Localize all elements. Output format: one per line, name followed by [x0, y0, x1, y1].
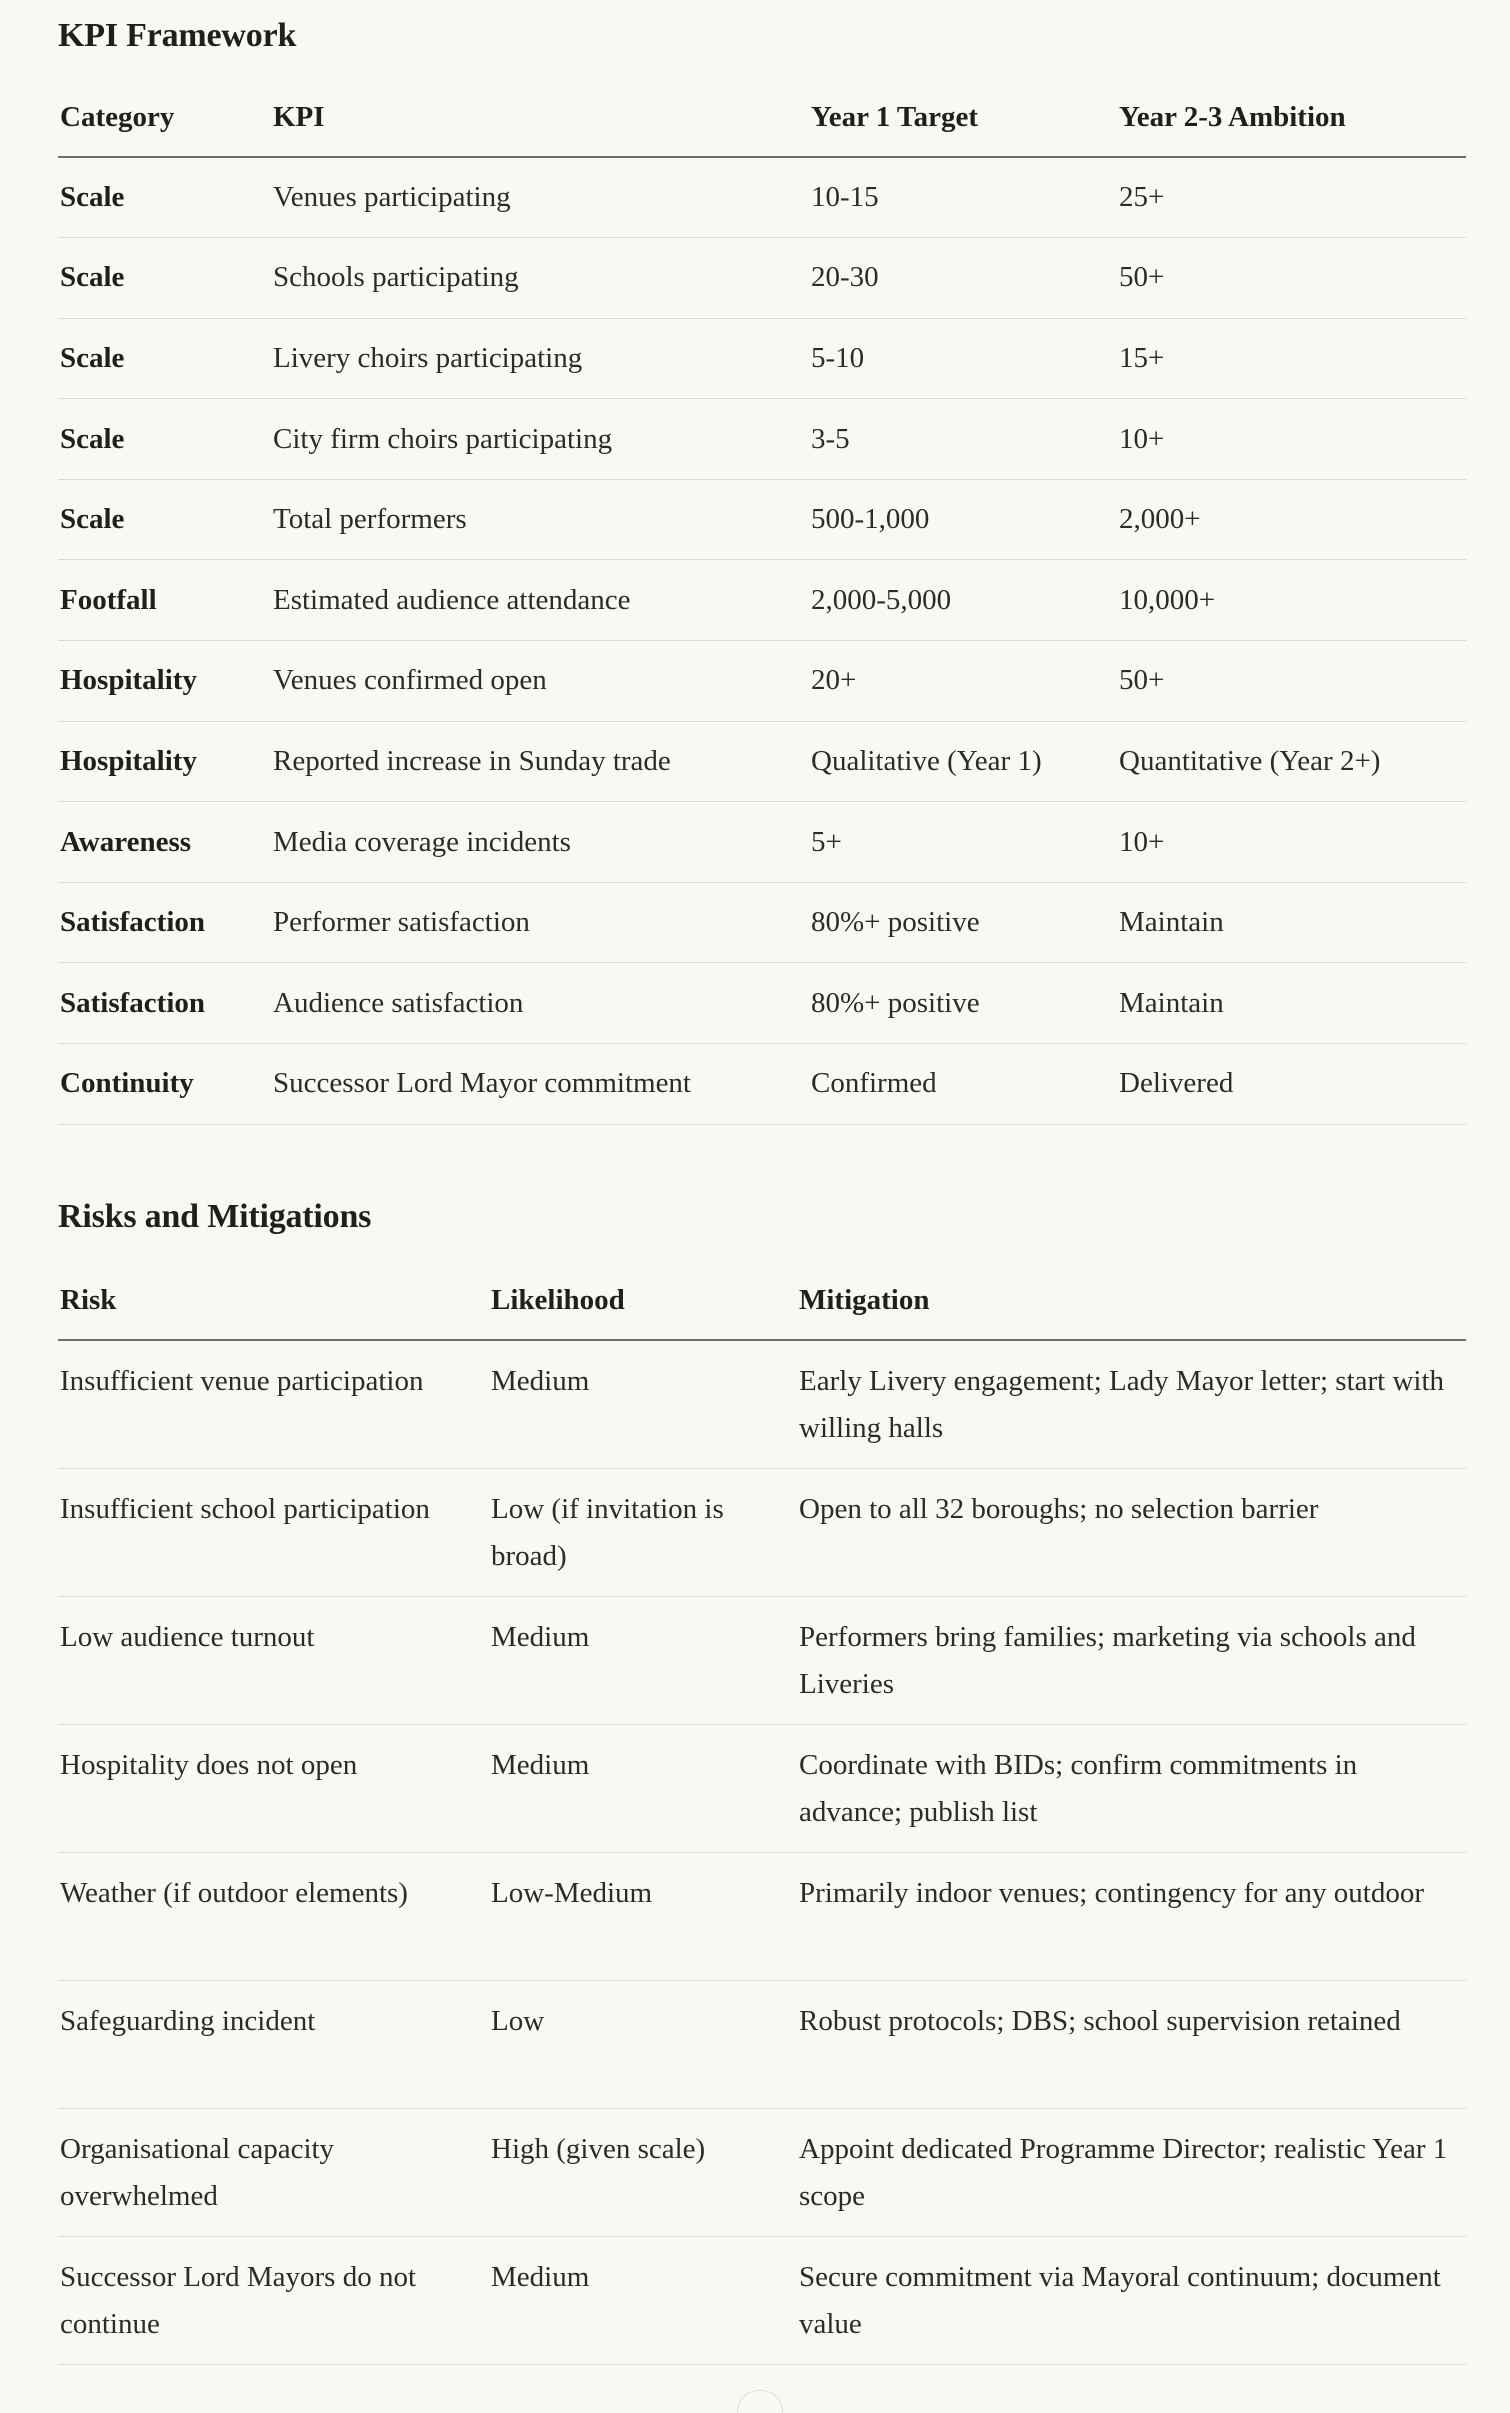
likelihood-cell: High (given scale): [491, 2132, 706, 2165]
table-row: [58, 560, 1466, 641]
kpi-year23-cell: 50+: [1119, 664, 1165, 697]
risk-cell: Insufficient school participation: [60, 1492, 430, 1525]
kpi-year1-cell: 10-15: [811, 181, 879, 214]
risk-header-mitigation: Mitigation: [797, 1262, 1466, 1340]
risks-mitigations-heading: Risks and Mitigations: [58, 1198, 372, 1235]
kpi-category-cell: Scale: [60, 422, 125, 455]
table-row: [58, 157, 1466, 238]
kpi-name-cell: City firm choirs participating: [273, 422, 613, 455]
kpi-year1-cell: 5+: [811, 825, 842, 858]
kpi-name-cell: Venues participating: [273, 181, 511, 214]
mitigation-cell: Appoint dedicated Programme Director; realistic Year 1 scope: [799, 2132, 1448, 2212]
kpi-year1-cell: 80%+ positive: [811, 986, 980, 1019]
table-row: [58, 318, 1466, 399]
kpi-name-cell: Audience satisfaction: [273, 986, 524, 1019]
kpi-category-cell: Satisfaction: [60, 986, 205, 1019]
table-row: [58, 1724, 1466, 1852]
table-row: [58, 1852, 1466, 1980]
kpi-year23-cell: Quantitative (Year 2+): [1119, 744, 1381, 777]
likelihood-cell: Low-Medium: [491, 1876, 653, 1909]
kpi-framework-heading: KPI Framework: [58, 17, 297, 54]
risk-cell: Low audience turnout: [60, 1620, 315, 1653]
kpi-year1-cell: 2,000-5,000: [811, 583, 952, 616]
table-row: [58, 238, 1466, 319]
likelihood-cell: Medium: [491, 1748, 590, 1781]
table-row: [58, 479, 1466, 560]
kpi-year23-cell: Delivered: [1119, 1067, 1234, 1100]
risk-header-row: [58, 1262, 1466, 1340]
kpi-category-cell: Scale: [60, 261, 125, 294]
kpi-name-cell: Reported increase in Sunday trade: [273, 744, 671, 777]
kpi-name-cell: Livery choirs participating: [273, 341, 583, 374]
kpi-name-cell: Venues confirmed open: [273, 664, 547, 697]
table-row: [58, 1044, 1466, 1125]
kpi-name-cell: Media coverage incidents: [273, 825, 571, 858]
kpi-category-cell: Hospitality: [60, 664, 197, 697]
likelihood-cell: Medium: [491, 1620, 590, 1653]
table-row: [58, 1468, 1466, 1596]
likelihood-cell: Medium: [491, 2260, 590, 2293]
risk-header-risk: Risk: [58, 1262, 489, 1340]
kpi-category-cell: Scale: [60, 503, 125, 536]
kpi-category-cell: Scale: [60, 181, 125, 214]
risk-cell: Safeguarding incident: [60, 2004, 316, 2037]
likelihood-cell: Medium: [491, 1365, 590, 1397]
kpi-year23-cell: Maintain: [1119, 986, 1224, 1019]
kpi-category-cell: Satisfaction: [60, 906, 205, 939]
kpi-year23-cell: Maintain: [1119, 906, 1224, 939]
kpi-year1-cell: Qualitative (Year 1): [811, 744, 1042, 777]
kpi-year23-cell: 15+: [1119, 341, 1165, 374]
risks-table: [58, 1262, 1466, 2365]
kpi-year23-cell: 10,000+: [1119, 583, 1216, 616]
kpi-name-cell: Schools participating: [273, 261, 519, 294]
risk-cell: Insufficient venue participation: [60, 1365, 424, 1397]
table-row: [58, 1340, 1466, 1468]
risk-cell: Successor Lord Mayors do not continue: [60, 2260, 417, 2340]
kpi-header-year23: Year 2-3 Ambition: [1117, 79, 1466, 157]
kpi-name-cell: Successor Lord Mayor commitment: [273, 1067, 691, 1100]
kpi-year23-cell: 25+: [1119, 181, 1165, 214]
likelihood-cell: Low: [491, 2004, 545, 2037]
table-row: [58, 641, 1466, 722]
mitigation-cell: Coordinate with BIDs; confirm commitments in advance; publish list: [799, 1748, 1358, 1828]
kpi-table: [58, 79, 1466, 1125]
risk-cell: Weather (if outdoor elements): [60, 1876, 408, 1909]
kpi-name-cell: Total performers: [273, 503, 467, 536]
risk-header-likelihood: Likelihood: [489, 1262, 797, 1340]
kpi-year1-cell: 80%+ positive: [811, 906, 980, 939]
table-row: [58, 2108, 1466, 2236]
mitigation-cell: Robust protocols; DBS; school supervision retained: [799, 2004, 1401, 2037]
kpi-name-cell: Performer satisfaction: [273, 906, 530, 939]
kpi-header-row: [58, 79, 1466, 157]
mitigation-cell: Open to all 32 boroughs; no selection barrier: [799, 1492, 1319, 1525]
kpi-category-cell: Awareness: [60, 825, 192, 858]
table-row: [58, 399, 1466, 480]
kpi-header-category: Category: [58, 79, 271, 157]
mitigation-cell: Secure commitment via Mayoral continuum; document value: [799, 2260, 1441, 2340]
table-row: [58, 1596, 1466, 1724]
risk-cell: Organisational capacity overwhelmed: [60, 2132, 335, 2212]
kpi-year23-cell: 2,000+: [1119, 503, 1201, 536]
table-row: [58, 721, 1466, 802]
mitigation-cell: Primarily indoor venues; contingency for any outdoor: [799, 1876, 1424, 1909]
kpi-year23-cell: 10+: [1119, 825, 1165, 858]
kpi-year23-cell: 50+: [1119, 261, 1165, 294]
kpi-year1-cell: 20-30: [811, 261, 879, 294]
kpi-category-cell: Continuity: [60, 1067, 194, 1100]
kpi-category-cell: Hospitality: [60, 744, 197, 777]
kpi-category-cell: Footfall: [60, 583, 157, 616]
likelihood-cell: Low (if invitation is broad): [491, 1492, 724, 1572]
mitigation-cell: Early Livery engagement; Lady Mayor letter; start with willing halls: [799, 1365, 1445, 1444]
kpi-year1-cell: 500-1,000: [811, 503, 930, 536]
kpi-year1-cell: 3-5: [811, 422, 850, 455]
table-row: [58, 882, 1466, 963]
table-row: [58, 963, 1466, 1044]
table-row: [58, 1980, 1466, 2108]
kpi-category-cell: Scale: [60, 341, 125, 374]
table-row: [58, 802, 1466, 883]
mitigation-cell: Performers bring families; marketing via schools and Liveries: [799, 1620, 1416, 1700]
kpi-year1-cell: 20+: [811, 664, 857, 697]
kpi-header-kpi: KPI: [271, 79, 809, 157]
risk-cell: Hospitality does not open: [60, 1748, 358, 1781]
kpi-year23-cell: 10+: [1119, 422, 1165, 455]
kpi-header-year1: Year 1 Target: [809, 79, 1117, 157]
kpi-year1-cell: Confirmed: [811, 1067, 937, 1100]
table-row: [58, 2236, 1466, 2364]
kpi-name-cell: Estimated audience attendance: [273, 583, 631, 616]
kpi-year1-cell: 5-10: [811, 341, 865, 374]
